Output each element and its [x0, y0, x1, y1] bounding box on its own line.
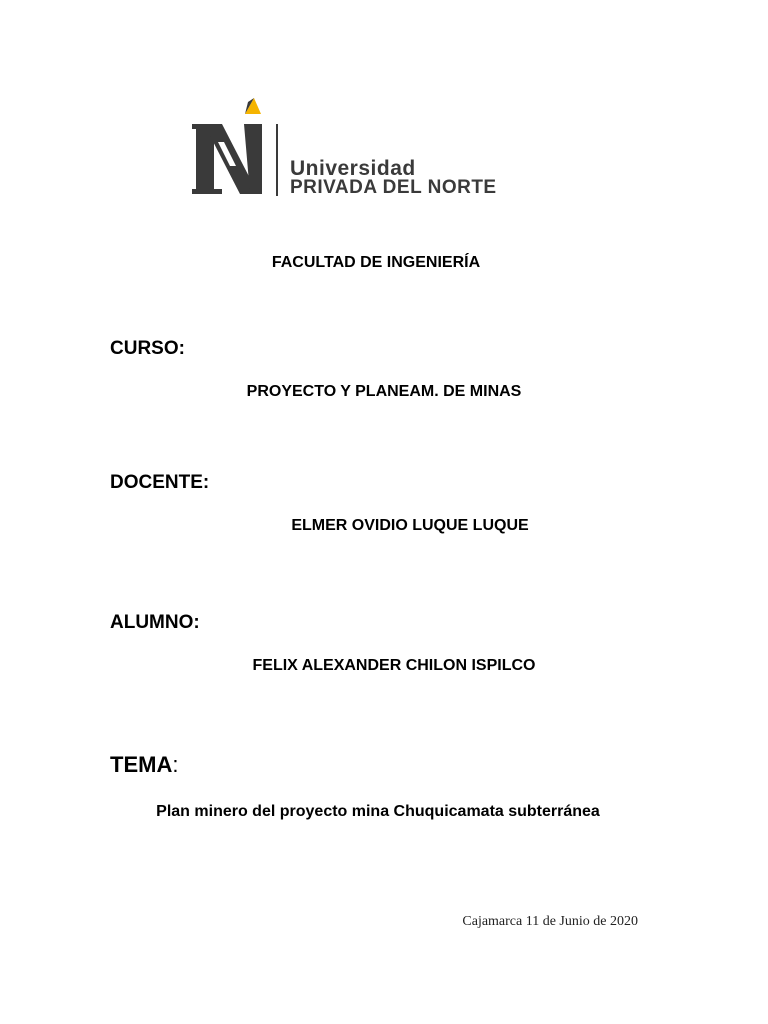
logo-line-1: Universidad: [290, 157, 416, 180]
tema-label-text: TEMA: [110, 752, 173, 777]
curso-label: CURSO:: [110, 338, 185, 359]
university-logo: [192, 96, 542, 200]
docente-value: ELMER OVIDIO LUQUE LUQUE: [291, 517, 529, 534]
tema-value: Plan minero del proyecto mina Chuquicamata subterránea: [156, 803, 600, 820]
tema-label: [110, 752, 178, 778]
alumno-label: ALUMNO:: [110, 612, 200, 633]
alumno-value: FELIX ALEXANDER CHILON ISPILCO: [252, 657, 536, 674]
tema-label-colon: :: [172, 752, 179, 777]
faculty-title: FACULTAD DE INGENIERÍA: [271, 254, 481, 271]
docente-label: DOCENTE:: [110, 472, 210, 493]
curso-value: PROYECTO Y PLANEAM. DE MINAS: [246, 383, 522, 400]
logo-line-2: PRIVADA DEL NORTE: [290, 177, 497, 198]
date-location: Cajamarca 11 de Junio de 2020: [462, 914, 638, 929]
